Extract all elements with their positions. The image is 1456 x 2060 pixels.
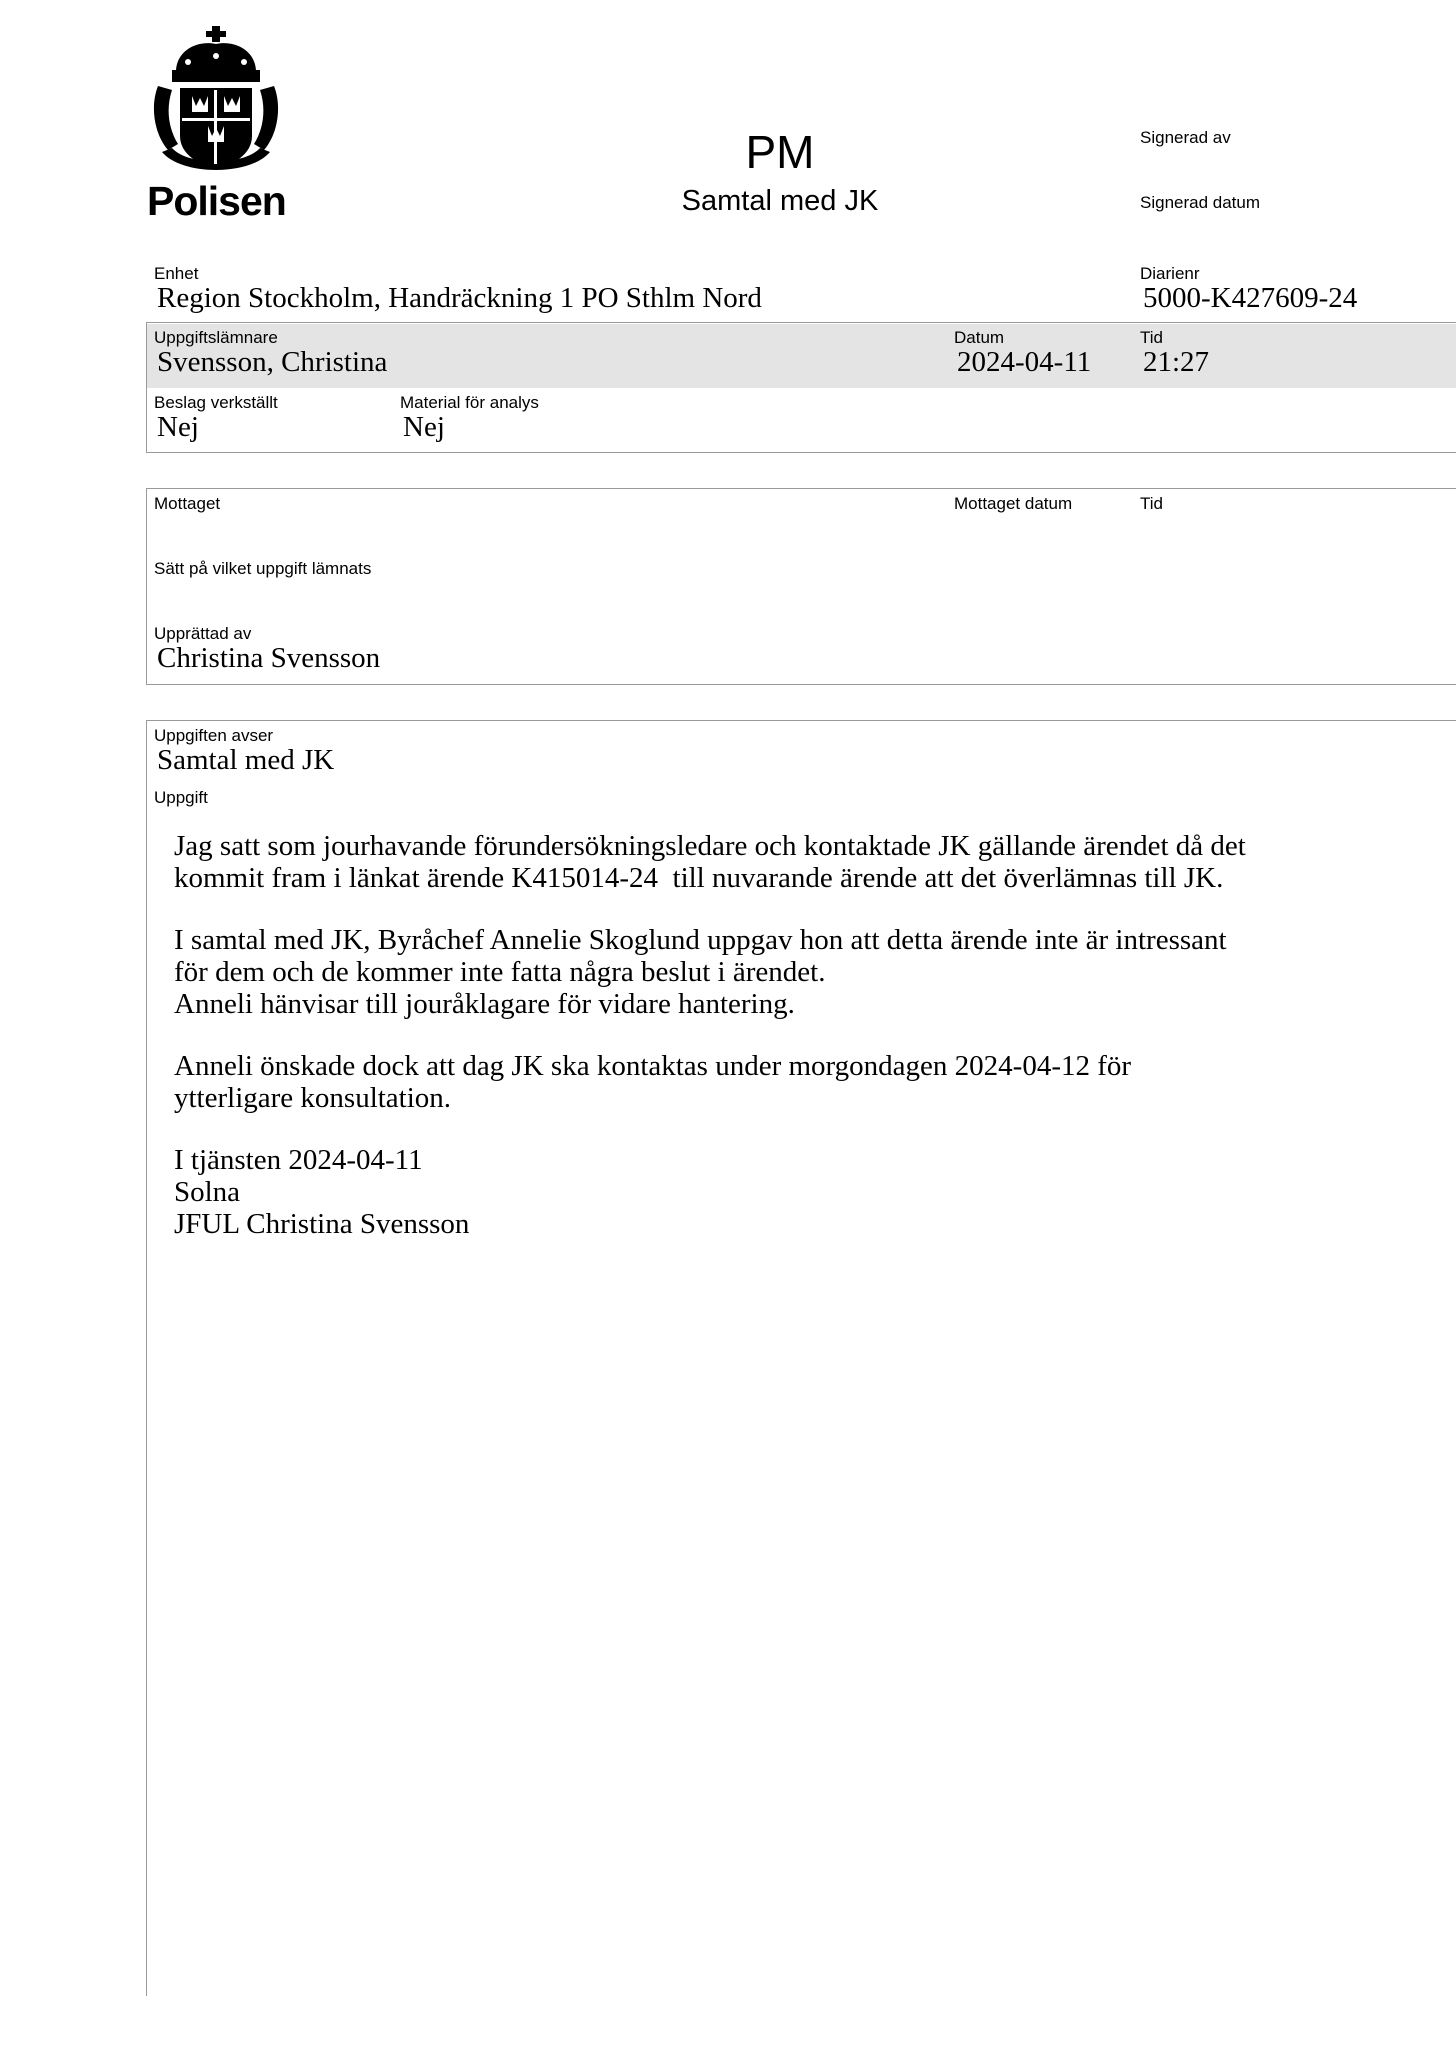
time-value: 21:27 bbox=[1143, 346, 1210, 378]
text-line: JFUL Christina Svensson bbox=[174, 1208, 470, 1240]
signed-by-label: Signerad av bbox=[1140, 128, 1231, 147]
time-label: Tid bbox=[1140, 328, 1163, 347]
seizure-value: Nej bbox=[157, 411, 199, 443]
document-title: Samtal med JK bbox=[681, 185, 879, 217]
report-top-rule bbox=[146, 720, 1456, 721]
info-label: Uppgift bbox=[154, 788, 208, 807]
text-line: kommit fram i länkat ärende K415014-24 till nuvarande ärende att det överlämnas till JK. bbox=[174, 862, 1224, 894]
diary-label: Diarienr bbox=[1140, 264, 1200, 283]
text-line: Anneli önskade dock att dag JK ska kontaktas under morgondagen 2024-04-12 för bbox=[174, 1050, 1132, 1082]
signature-block bbox=[174, 1144, 1314, 1240]
received-time-label: Tid bbox=[1140, 494, 1163, 513]
created-by-value: Christina Svensson bbox=[157, 642, 381, 674]
swedish-police-emblem-icon bbox=[148, 26, 284, 178]
informant-label: Uppgiftslämnare bbox=[154, 328, 278, 347]
polisen-wordmark: Polisen bbox=[147, 178, 286, 224]
material-value: Nej bbox=[403, 411, 445, 443]
text-line: Anneli hänvisar till jouråklagare för vidare hantering. bbox=[174, 988, 795, 1020]
paragraph bbox=[174, 924, 1314, 1020]
received-label: Mottaget bbox=[154, 494, 221, 513]
subject-label: Uppgiften avser bbox=[154, 726, 274, 745]
method-label: Sätt på vilket uppgift lämnats bbox=[154, 559, 372, 578]
text-line: för dem och de kommer inte fatta några beslut i ärendet. bbox=[174, 956, 826, 988]
paragraph bbox=[174, 1050, 1314, 1114]
text-line: I tjänsten 2024-04-11 bbox=[174, 1144, 423, 1176]
unit-value: Region Stockholm, Handräckning 1 PO Sthlm Nord bbox=[157, 282, 762, 314]
paragraph bbox=[174, 830, 1314, 894]
date-value: 2024-04-11 bbox=[957, 346, 1092, 378]
seizure-label: Beslag verkställt bbox=[154, 393, 278, 412]
diary-number: 5000-K427609-24 bbox=[1143, 282, 1358, 314]
reception-bottom-rule bbox=[146, 684, 1456, 685]
date-label: Datum bbox=[954, 328, 1005, 347]
case-info-bottom-rule bbox=[146, 452, 1456, 453]
unit-label: Enhet bbox=[154, 264, 199, 283]
text-line: ytterligare konsultation. bbox=[174, 1082, 452, 1114]
subject-value: Samtal med JK bbox=[157, 744, 335, 776]
material-label: Material för analys bbox=[400, 393, 539, 412]
received-date-label: Mottaget datum bbox=[954, 494, 1073, 513]
report-body bbox=[174, 830, 1314, 1240]
case-info-divider bbox=[146, 322, 1456, 323]
document-type: PM bbox=[745, 126, 815, 178]
text-line: I samtal med JK, Byråchef Annelie Skoglund uppgav hon att detta ärende inte är intressant bbox=[174, 924, 1227, 956]
text-line: Jag satt som jourhavande förundersökningsledare och kontaktade JK gällande ärendet då det bbox=[174, 830, 1246, 862]
informant-value: Svensson, Christina bbox=[157, 346, 388, 378]
reception-top-rule bbox=[146, 488, 1456, 489]
created-by-label: Upprättad av bbox=[154, 624, 252, 643]
signed-date-label: Signerad datum bbox=[1140, 193, 1261, 212]
text-line: Solna bbox=[174, 1176, 241, 1208]
